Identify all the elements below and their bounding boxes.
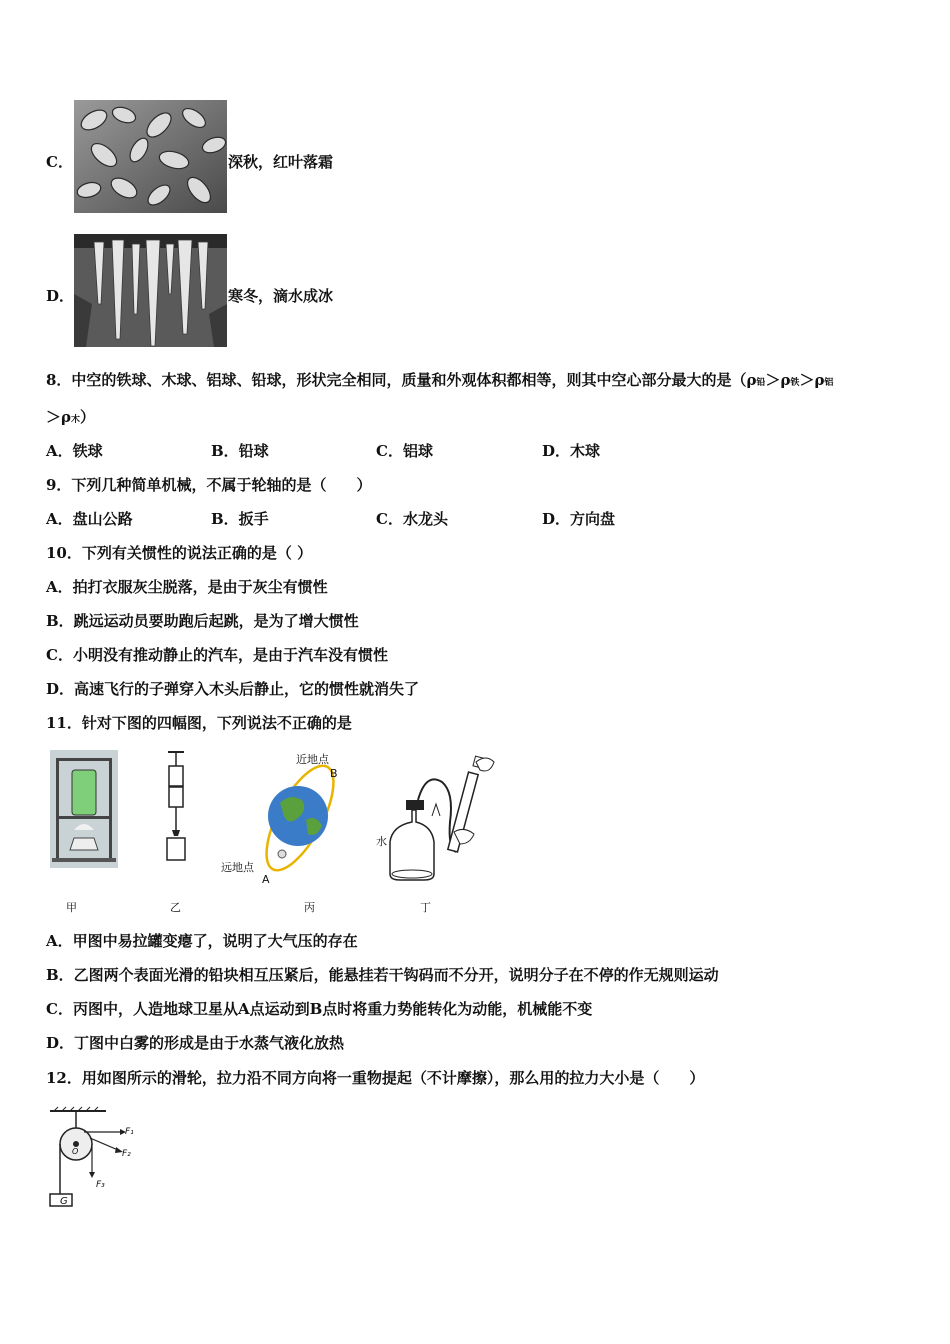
frost-leaves-photo [74, 100, 227, 213]
figure-label-jia: 甲 [66, 901, 77, 914]
q11-option-d[interactable]: D．丁图中白雾的形成是由于水蒸气液化放热 [46, 1034, 345, 1052]
q9-stem: 9．下列几种简单机械，不属于轮轴的是（ ） [46, 476, 372, 494]
figure-label-ding: 丁 [420, 901, 431, 914]
q8-gt-1: ＞ρ [765, 371, 791, 389]
icicles-photo [74, 234, 227, 347]
pulley-o-label: O [72, 1147, 79, 1156]
q8-gt-2: ＞ρ [799, 371, 825, 389]
q8-sub-lead: 铅 [756, 378, 766, 388]
q9-option-d[interactable]: D．方向盘 [542, 510, 616, 528]
pulley-f1-label: F₁ [125, 1127, 134, 1137]
figure-ding-bottle-pump [376, 752, 504, 882]
q10-option-c[interactable]: C．小明没有推动静止的汽车，是由于汽车没有惯性 [46, 646, 388, 664]
q7-option-d-label: D． [46, 287, 75, 305]
q8-option-a[interactable]: A．铁球 [46, 442, 103, 460]
q8-option-d[interactable]: D．木球 [542, 442, 601, 460]
q12-stem: 12．用如图所示的滑轮，拉力沿不同方向将一重物提起（不计摩擦），那么用的拉力大小是（ ） [46, 1069, 705, 1087]
q11-option-a[interactable]: A．甲图中易拉罐变瘪了，说明了大气压的存在 [46, 932, 358, 950]
q9-option-a[interactable]: A．盘山公路 [46, 510, 133, 528]
q8-option-b[interactable]: B．铅球 [211, 442, 269, 460]
q8-sub-aluminum: 铝 [824, 378, 834, 388]
q11-stem: 11．针对下图的四幅图，下列说法不正确的是 [46, 714, 352, 732]
fig-ding-water-label: 水 [376, 835, 387, 848]
q8-sub-wood: 木 [70, 415, 80, 425]
fig-bing-far-label: 远地点 [221, 861, 254, 874]
q9-option-b[interactable]: B．扳手 [211, 510, 269, 528]
figure-label-yi: 乙 [170, 901, 181, 914]
q7-option-c-caption: 深秋，红叶落霜 [228, 153, 334, 171]
pulley-f2-label: F₂ [122, 1149, 131, 1159]
figure-yi-lead-blocks [158, 750, 194, 865]
q10-option-b[interactable]: B．跳远运动员要助跑后起跳，是为了增大惯性 [46, 612, 359, 630]
q8-sub-iron: 铁 [790, 378, 800, 388]
q10-option-a[interactable]: A．拍打衣服灰尘脱落，是由于灰尘有惯性 [46, 578, 328, 596]
q11-option-b[interactable]: B．乙图两个表面光滑的铅块相互压紧后，能悬挂若干钩码而不分开，说明分子在不停的作无规则运动 [46, 966, 719, 984]
q7-option-d-caption: 寒冬，滴水成冰 [228, 287, 334, 305]
q8-close-paren: ） [80, 408, 96, 426]
q8-stem [46, 370, 833, 393]
q8-option-c[interactable]: C．铝球 [376, 442, 433, 460]
q10-option-d[interactable]: D．高速飞行的子弹穿入木头后静止，它的惯性就消失了 [46, 680, 420, 698]
pulley-f3-label: F₃ [96, 1180, 105, 1190]
q9-option-c[interactable]: C．水龙头 [376, 510, 448, 528]
figure-jia-can [50, 750, 118, 868]
q8-stem-text: 8．中空的铁球、木球、铝球、铅球，形状完全相同，质量和外观体积都相等，则其中空心部分最大的是（ρ [46, 371, 757, 389]
q8-stem-line2 [46, 407, 95, 430]
pulley-g-label: G [60, 1196, 68, 1207]
fig-bing-near-label: 近地点 [296, 753, 329, 766]
q11-option-c[interactable]: C．丙图中，人造地球卫星从A点运动到B点时将重力势能转化为动能，机械能不变 [46, 1000, 593, 1018]
fig-bing-b-label: B [330, 767, 338, 780]
q8-gt-3: ＞ρ [46, 408, 71, 426]
q7-option-c-label: C． [46, 153, 73, 171]
q10-stem: 10．下列有关惯性的说法正确的是（ ） [46, 544, 313, 562]
fig-bing-a-label: A [262, 873, 270, 886]
figure-label-bing: 丙 [304, 901, 315, 914]
